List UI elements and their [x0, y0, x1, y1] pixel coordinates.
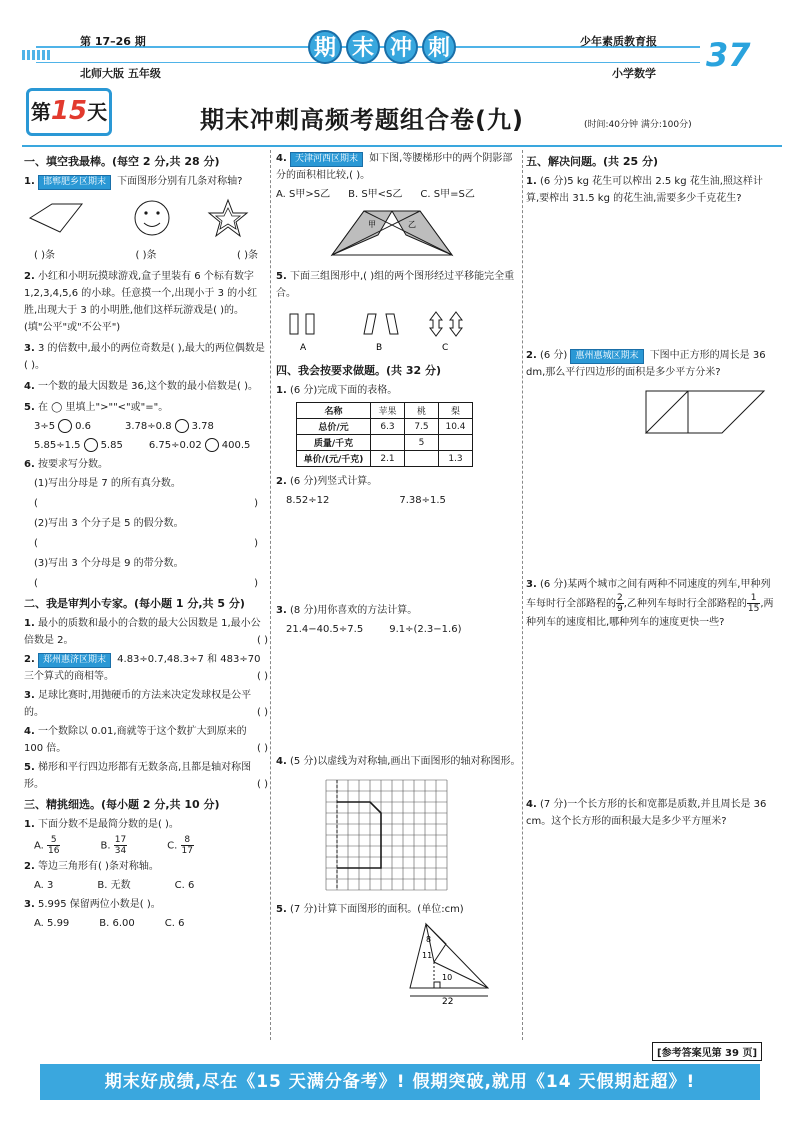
question-number: 4. [276, 756, 287, 767]
symmetry-grid[interactable] [276, 772, 516, 894]
triangle-figure [276, 920, 516, 1004]
question-text: (8 分)用你喜欢的方法计算。 [289, 605, 418, 616]
compare-row [24, 418, 268, 435]
question-number: 5. [276, 904, 287, 915]
source-tag: 邯郸肥乡区期末 [38, 175, 111, 190]
question-number: 4. [526, 799, 537, 810]
question [526, 576, 776, 794]
question [276, 150, 522, 184]
page-number: 37 [706, 36, 751, 74]
issue-range: 第 17–26 期 [80, 35, 146, 48]
question-number: 4. [276, 153, 287, 164]
column-divider [522, 150, 523, 1040]
label-jia: 甲 [368, 220, 376, 229]
smiley-face-shape [135, 201, 169, 235]
question [24, 340, 268, 374]
option-c[interactable]: C. 6 [164, 918, 185, 929]
calc-expression: 21.4−40.5÷7.5 [286, 624, 364, 635]
fraction-1-15: $\frac{1}{15}$ [747, 593, 760, 614]
answer-reference: [参考答案见第 39 页] [652, 1042, 762, 1061]
question-text: 5.99̇5 保留两位小数是( )。 [37, 899, 161, 910]
table-cell: 5 [405, 435, 439, 451]
day-suffix: 天 [87, 100, 108, 124]
column-right [526, 150, 776, 832]
table-header: 苹果 [371, 403, 405, 419]
question [526, 347, 776, 381]
question-text: 一个数的最大因数是 36,这个数的最小倍数是( )。 [37, 381, 259, 392]
day-number: 15 [50, 96, 88, 126]
question-number: 2. [526, 350, 537, 361]
table-cell: 7.5 [405, 419, 439, 435]
question-text: 最小的质数和最小的合数的最大公因数是 1,最小公倍数是 2。 [24, 618, 261, 646]
day-prefix: 第 [30, 100, 51, 124]
para-b2 [386, 314, 398, 334]
question-text: 梯形和平行四边形都有无数条高,且都是轴对称图形。 [24, 762, 252, 790]
question-number: 1. [276, 385, 287, 396]
banner-char: 冲 [384, 30, 418, 64]
section-heading: 一、填空我最棒。(每空 2 分,共 28 分) [24, 155, 220, 168]
question-number: 2. [24, 271, 35, 282]
check-parens[interactable]: ( ) [257, 779, 268, 790]
question-text: (7 分)一个长方形的长和宽都是质数,并且周长是 36 cm。这个长方形的面积最大是多少平方厘米? [526, 799, 767, 827]
question-text: 一个数除以 0.01,商就等于这个数扩大到原来的 100 倍。 [24, 726, 247, 754]
rect-a2 [306, 314, 314, 334]
sub-question: (2)写出 3 个分子是 5 的假分数。 [34, 518, 184, 529]
question-number: 1. [24, 618, 35, 629]
option-c[interactable]: C. $\frac{8}{17}$ [167, 835, 193, 856]
question-number: 3. [24, 343, 35, 354]
source-tag: 郑州惠济区期末 [38, 653, 111, 668]
header-banner [308, 30, 456, 64]
star-inner [216, 208, 240, 229]
judge-item [24, 759, 268, 793]
table-cell[interactable] [405, 451, 439, 467]
question [24, 268, 268, 336]
section-heading: 五、解决问题。(共 25 分) [526, 155, 659, 168]
option-b[interactable]: B. 无数 [97, 880, 131, 891]
option-a[interactable]: A. S甲>S乙 [276, 189, 331, 200]
question-text: 小红和小明玩摸球游戏,盒子里装有 6 个标有数字 1,2,3,4,5,6 的小球。任意摸一个,出现小于 3 的小红胜,出现大于 3 的小明胜,他们这样玩游戏是( )的。(填"公平"或"不公平") [24, 271, 258, 333]
question-number: 3. [24, 690, 35, 701]
question-text: (6 分)完成下面的表格。 [289, 385, 398, 396]
check-parens[interactable]: ( ) [257, 635, 268, 646]
question-text: (5 分)以虚线为对称轴,画出下面图形的轴对称图形。 [289, 756, 521, 767]
question [24, 896, 268, 913]
compare-left: 6.75÷0.02 [148, 440, 202, 451]
table-header: 桃 [405, 403, 439, 419]
question-text: 在 ◯ 里填上">""<"或"="。 [37, 402, 169, 413]
subject-label: 小学数学 [612, 67, 656, 80]
compare-right: 400.5 [221, 440, 251, 451]
right-angle-mark [434, 982, 440, 988]
question-text: 3 的倍数中,最小的两位奇数是( ),最大的两位偶数是( )。 [24, 343, 265, 371]
table-row [297, 419, 473, 435]
option-a[interactable]: A. 3 [34, 880, 54, 891]
question [276, 602, 522, 619]
rect-a1 [290, 314, 298, 334]
para-b1 [364, 314, 376, 334]
shaded-region-yi [392, 211, 452, 255]
question [276, 268, 522, 302]
banner-char: 末 [346, 30, 380, 64]
question-number: 2. [24, 654, 35, 665]
symmetry-shapes [24, 192, 264, 244]
label-yi: 乙 [408, 220, 416, 229]
table-cell: 1.3 [439, 451, 473, 467]
question-text: (6 分)某两个城市之间有两种不同速度的列车,甲种列车每时行全部路程的 [526, 579, 771, 610]
check-parens[interactable]: ( ) [257, 671, 268, 682]
question-text: 足球比赛时,用抛硬币的方法来决定发球权是公平的。 [24, 690, 252, 718]
day-badge [26, 88, 112, 136]
compare-row [24, 437, 268, 454]
source-tag: 惠州惠城区期末 [570, 349, 643, 364]
options-row [24, 877, 268, 894]
question-text: (6 分)5 kg 花生可以榨出 2.5 kg 花生油,照这样计算,要榨出 31.5 kg 的花生油,需要多少千克花生? [526, 176, 763, 204]
smiley-mouth [144, 223, 160, 227]
question-number: 3. [526, 579, 537, 590]
question [24, 858, 268, 875]
translation-figures [276, 304, 516, 356]
compare-circle[interactable] [84, 438, 98, 452]
compare-circle[interactable] [205, 438, 219, 452]
question-number: 5. [24, 762, 35, 773]
check-parens[interactable]: ( ) [257, 743, 268, 754]
smiley-eye [156, 211, 159, 214]
calc-row [276, 492, 522, 600]
options-row [276, 186, 522, 203]
fruit-price-table [296, 402, 473, 467]
question [24, 399, 268, 416]
compare-left: 5.85÷1.5 [34, 440, 81, 451]
sub-question: (1)写出分母是 7 的所有真分数。 [34, 478, 181, 489]
table-header: 梨 [439, 403, 473, 419]
shaded-region-jia [332, 211, 392, 255]
column-middle [276, 150, 522, 1007]
table-row [297, 435, 473, 451]
page-title: 期末冲刺高频考题组合卷(九) [200, 106, 524, 134]
smiley-eye [144, 211, 147, 214]
compare-circle[interactable] [58, 419, 72, 433]
fraction-2-9: $\frac{2}{9}$ [617, 593, 623, 614]
question-number: 6. [24, 459, 35, 470]
answer-blank[interactable]: ( )条 [34, 250, 55, 261]
question-text: 下图中正方形的周长是 36 dm,那么平行四边形的面积是多少平方分米? [526, 350, 766, 378]
table-cell: 总价/元 [297, 419, 371, 435]
answer-parens[interactable]: ( ) [34, 578, 258, 589]
column-divider [270, 150, 271, 1040]
question [276, 382, 522, 399]
page-header [0, 0, 800, 90]
question-number: 5. [276, 271, 287, 282]
option-a[interactable]: A. $\frac{5}{16}$ [34, 835, 60, 856]
question-text: (6 分)列竖式计算。 [289, 476, 378, 487]
question-score: (6 分) [539, 350, 568, 361]
question [276, 753, 522, 770]
judge-item [24, 687, 268, 721]
answer-parens[interactable]: ( ) [34, 498, 258, 509]
promo-banner: 期末好成绩,尽在《15 天满分备考》! 假期突破,就用《14 天假期赶超》! [40, 1064, 760, 1100]
table-cell: 6.3 [371, 419, 405, 435]
table-cell[interactable] [371, 435, 405, 451]
parallelogram-shape [646, 391, 764, 433]
edition-label: 北师大版 五年级 [80, 67, 161, 80]
paper-name: 少年素质教育报 [580, 35, 657, 48]
answer-blank[interactable]: ( )条 [237, 250, 258, 261]
judge-item [24, 651, 268, 685]
options-row [24, 915, 268, 932]
calc-expression: 9.1÷(2.3−1.6) [389, 624, 462, 635]
option-c[interactable]: C. 6 [174, 880, 195, 891]
banner-char: 期 [308, 30, 342, 64]
question-number: 1. [526, 176, 537, 187]
compare-right: 0.6 [75, 421, 92, 432]
answer-blank[interactable]: ( )条 [135, 250, 157, 261]
options-row [24, 835, 268, 856]
compare-circle[interactable] [175, 419, 189, 433]
question-text: 下面三组图形中,( )组的两个图形经过平移能完全重合。 [276, 271, 515, 299]
table-cell: 2.1 [371, 451, 405, 467]
section-heading: 二、我是审判小专家。(每小题 1 分,共 5 分) [24, 597, 245, 610]
section-heading: 四、我会按要求做题。(共 32 分) [276, 364, 442, 377]
calc-expression: 7.38÷1.5 [399, 495, 446, 506]
title-rule [22, 145, 782, 147]
arrow-c1 [430, 312, 442, 336]
table-header-row [297, 403, 473, 419]
question-text: 等边三角形有( )条对称轴。 [37, 861, 159, 872]
question-number: 3. [24, 899, 35, 910]
trapezoid-figure [276, 205, 516, 261]
question [24, 378, 268, 395]
question [276, 473, 522, 490]
rhombus-shape [30, 204, 82, 232]
question-number: 1. [24, 819, 35, 830]
question-number: 4. [24, 381, 35, 392]
table-cell: 10.4 [439, 419, 473, 435]
answer-row [24, 247, 268, 264]
source-tag: 天津河西区期末 [290, 152, 363, 167]
time-score-info: (时间:40分钟 满分:100分) [584, 120, 692, 130]
dim-8: 8 [426, 935, 432, 944]
question [24, 173, 268, 190]
table-header: 名称 [297, 403, 371, 419]
question-text: ,乙种列车每时行全部路程的 [623, 598, 747, 610]
label-c: C [442, 343, 449, 353]
question [24, 816, 268, 833]
square-parallelogram-figure [526, 383, 776, 573]
question [526, 796, 776, 830]
judge-item [24, 723, 268, 757]
star-shape [209, 200, 247, 236]
question-number: 5. [24, 402, 35, 413]
question-number: 4. [24, 726, 35, 737]
question-text: 如下图,等腰梯形中的两个阴影部分的面积相比较,( )。 [276, 153, 513, 181]
table-cell: 单价/(元/千克) [297, 451, 371, 467]
question [276, 901, 522, 918]
sub-question: (3)写出 3 个分母是 9 的带分数。 [34, 558, 184, 569]
column-left [24, 150, 268, 934]
arrow-c2 [450, 312, 462, 336]
question-text: 按要求写分数。 [37, 459, 108, 470]
question-number: 1. [24, 176, 35, 187]
question [24, 456, 268, 473]
question-text: 下面图形分别有几条对称轴? [117, 176, 243, 187]
banner-char: 刺 [422, 30, 456, 64]
table-cell[interactable] [439, 435, 473, 451]
question-number: 2. [24, 861, 35, 872]
judge-item [24, 615, 268, 649]
option-b[interactable]: B. 6.00 [99, 918, 135, 929]
header-stripes [22, 50, 50, 60]
label-a: A [300, 343, 307, 353]
option-c[interactable]: C. S甲=S乙 [420, 189, 475, 200]
question-text: (7 分)计算下面图形的面积。(单位:cm) [289, 904, 464, 915]
option-a[interactable]: A. 5.99 [34, 918, 70, 929]
dim-11: 11 [422, 951, 433, 960]
question-text: ,两种列车的速度相比,哪种列车的速度更快一些? [526, 598, 774, 628]
section-heading: 三、精挑细选。(每小题 2 分,共 10 分) [24, 798, 220, 811]
option-b[interactable]: B. $\frac{17}{34}$ [100, 835, 127, 856]
table-cell: 质量/千克 [297, 435, 371, 451]
dim-10: 10 [442, 973, 453, 982]
question-number: 3. [276, 605, 287, 616]
option-b[interactable]: B. S甲<S乙 [348, 189, 403, 200]
question-number: 2. [276, 476, 287, 487]
calc-expression: 8.52÷12 [286, 495, 330, 506]
question-text: 4.83÷0.7,48.3÷7 和 483÷70 三个算式的商相等。 [24, 654, 261, 682]
question [526, 173, 776, 345]
calc-row [276, 621, 522, 751]
dim-22: 22 [442, 997, 454, 1004]
table-row [297, 451, 473, 467]
compare-right: 5.85 [100, 440, 123, 451]
question-text: 下面分数不是最简分数的是( )。 [37, 819, 179, 830]
compare-right: 3.78 [191, 421, 214, 432]
answer-parens[interactable]: ( ) [34, 538, 258, 549]
label-b: B [376, 343, 383, 353]
check-parens[interactable]: ( ) [257, 707, 268, 718]
compare-left: 3÷5 [34, 421, 56, 432]
compare-left: 3.78÷0.8 [125, 421, 172, 432]
